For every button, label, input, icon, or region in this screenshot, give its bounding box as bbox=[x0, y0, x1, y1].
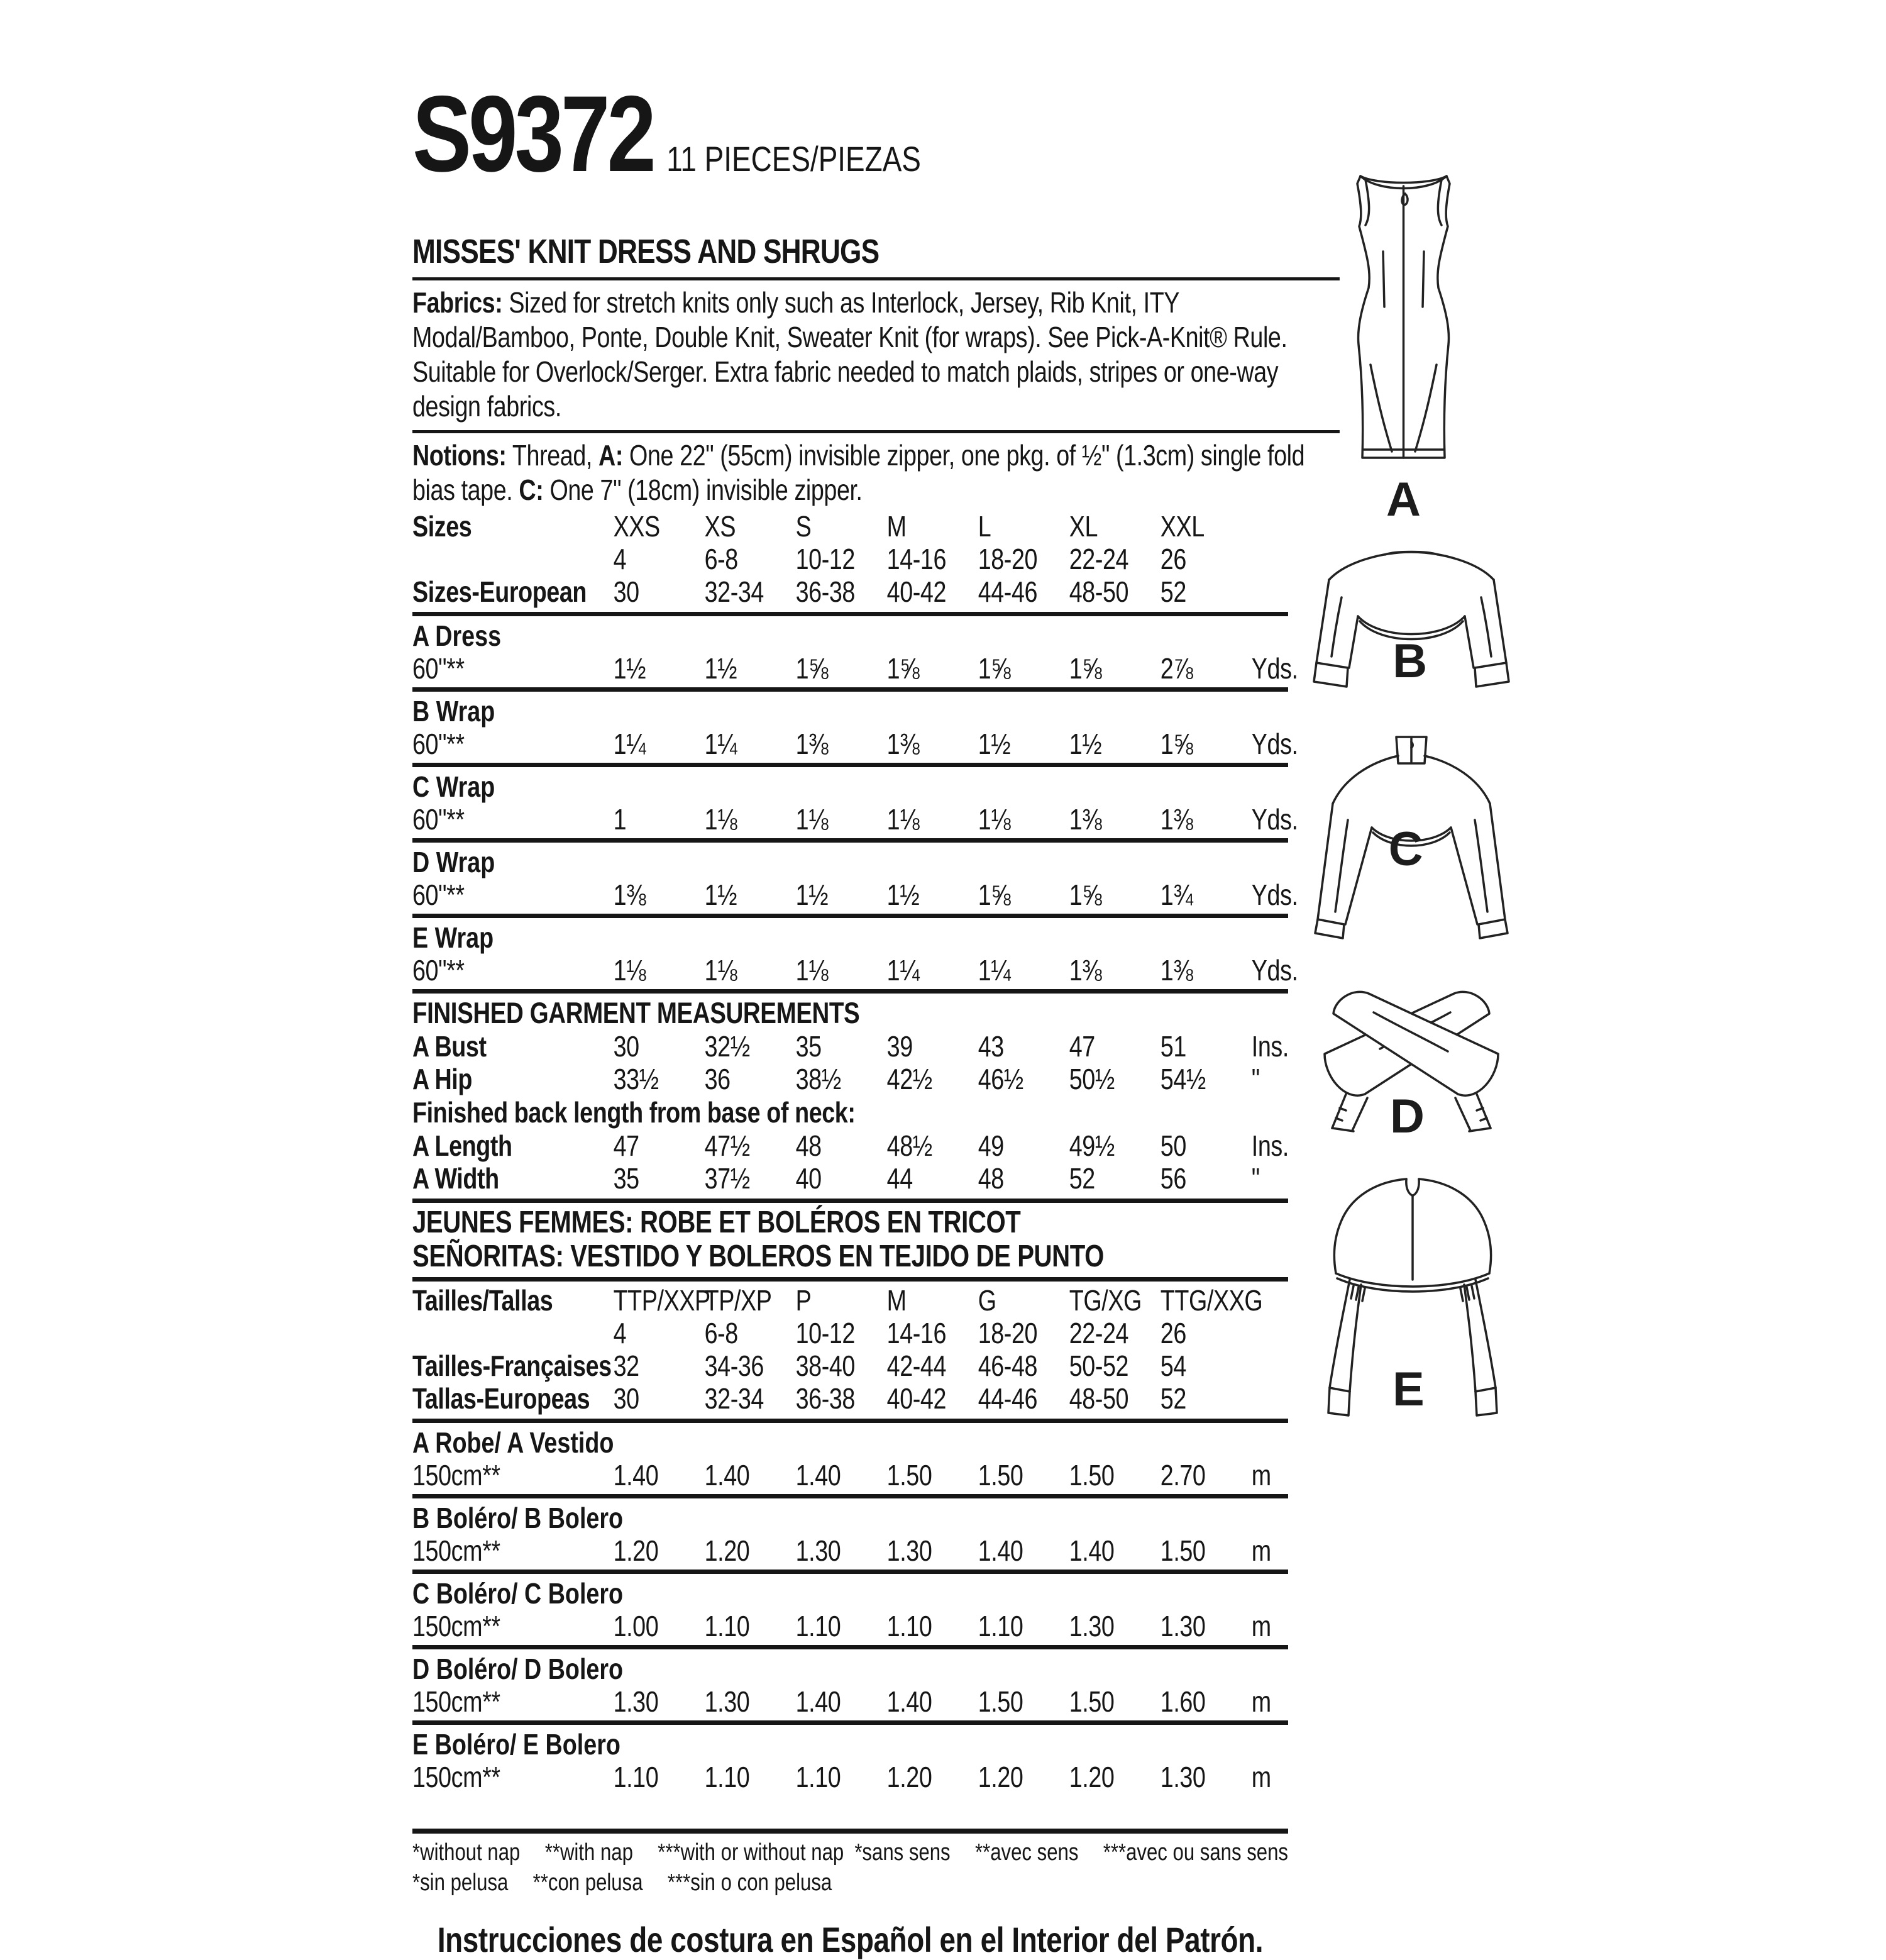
footnote: *sans sens bbox=[854, 1839, 951, 1866]
table-cell: 1.50 bbox=[1069, 1685, 1115, 1718]
table-cell: 32-34 bbox=[704, 1382, 764, 1415]
divider bbox=[412, 1829, 1288, 1834]
table-cell: 1.40 bbox=[1069, 1534, 1115, 1567]
table-cell: 36-38 bbox=[795, 575, 855, 608]
table-row bbox=[412, 575, 1288, 608]
table-cell: 37½ bbox=[704, 1162, 750, 1195]
table-cell: 1⅝ bbox=[978, 652, 1011, 685]
row-label: A Hip bbox=[412, 1063, 472, 1095]
table-cell: 49 bbox=[978, 1129, 1004, 1162]
table-cell: 1.40 bbox=[613, 1459, 659, 1492]
pattern-number: S9372 bbox=[412, 74, 653, 194]
table-cell: 54 bbox=[1160, 1349, 1186, 1382]
table-cell: 1.20 bbox=[1069, 1761, 1115, 1793]
section-heading: FINISHED GARMENT MEASUREMENTS bbox=[412, 996, 860, 1029]
view-d-sketch bbox=[1304, 973, 1518, 1143]
table-cell: L bbox=[978, 510, 991, 543]
table-cell: 46-48 bbox=[978, 1349, 1038, 1382]
table-cell: 1⅜ bbox=[1069, 803, 1102, 836]
table-cell: 1.50 bbox=[978, 1685, 1023, 1718]
table-cell: 1.30 bbox=[886, 1534, 932, 1567]
table-cell: 1⅝ bbox=[795, 652, 829, 685]
row-label: A Length bbox=[412, 1129, 512, 1162]
unit: Yds. bbox=[1251, 728, 1298, 760]
row-label: Tailles/Tallas bbox=[412, 1284, 553, 1317]
table-cell: 1.00 bbox=[613, 1610, 659, 1642]
table-cell: 1.40 bbox=[795, 1459, 841, 1492]
table-cell: 32 bbox=[613, 1349, 639, 1382]
table-cell: 1½ bbox=[978, 728, 1011, 760]
table-cell: 1⅜ bbox=[886, 728, 920, 760]
view-c-sketch bbox=[1308, 729, 1515, 940]
table-cell: 1¼ bbox=[613, 728, 646, 760]
footnotes-english bbox=[412, 1837, 844, 1868]
footnote: *without nap bbox=[412, 1839, 521, 1866]
table-cell: 1.40 bbox=[704, 1459, 750, 1492]
table-cell: 54½ bbox=[1160, 1063, 1206, 1095]
table-cell: 10-12 bbox=[795, 1317, 855, 1349]
notions-paragraph bbox=[412, 438, 1340, 507]
garment-name: C Wrap bbox=[412, 770, 495, 803]
table-cell: TTP/XXP bbox=[613, 1284, 710, 1317]
table-cell: 1.30 bbox=[1069, 1610, 1115, 1642]
view-a-sketch bbox=[1320, 163, 1487, 527]
footnotes-row-2 bbox=[412, 1868, 1288, 1898]
table-cell: 52 bbox=[1160, 1382, 1186, 1415]
table-cell: 1.40 bbox=[795, 1685, 841, 1718]
table-row bbox=[412, 543, 1288, 575]
metric-section-b-bolero bbox=[412, 1498, 1288, 1574]
fabrics-paragraph bbox=[412, 285, 1340, 424]
table-cell: 1⅜ bbox=[795, 728, 829, 760]
table-cell: 36-38 bbox=[795, 1382, 855, 1415]
metric-section-d-bolero bbox=[412, 1649, 1288, 1725]
table-cell: 30 bbox=[613, 575, 639, 608]
table-cell: 14-16 bbox=[886, 1317, 947, 1349]
table-cell: G bbox=[978, 1284, 996, 1317]
notions-view-a-label: A: bbox=[598, 439, 623, 472]
garment-name: A Robe/ A Vestido bbox=[412, 1426, 614, 1459]
fabric-width: 150cm** bbox=[412, 1534, 500, 1567]
row-label: Sizes-European bbox=[412, 575, 587, 608]
table-cell: 49½ bbox=[1069, 1129, 1115, 1162]
table-row bbox=[412, 1063, 1288, 1095]
table-cell: 1.60 bbox=[1160, 1685, 1206, 1718]
table-cell: 1¼ bbox=[886, 954, 920, 987]
table-cell: 48 bbox=[978, 1162, 1004, 1195]
fabric-width: 150cm** bbox=[412, 1685, 500, 1718]
unit: Yds. bbox=[1251, 803, 1298, 836]
unit: m bbox=[1251, 1685, 1271, 1718]
table-cell: 52 bbox=[1069, 1162, 1095, 1195]
notions-view-c-text: One 7" (18cm) invisible zipper. bbox=[543, 473, 863, 506]
table-cell: 40 bbox=[795, 1162, 822, 1195]
table-cell: 1.10 bbox=[704, 1610, 750, 1642]
table-cell: 1⅝ bbox=[1160, 728, 1193, 760]
pieces-count: 11 PIECES/PIEZAS bbox=[666, 139, 921, 179]
table-cell: 1½ bbox=[704, 878, 737, 911]
table-row bbox=[412, 1317, 1288, 1349]
table-row bbox=[412, 1349, 1288, 1382]
finished-measurements bbox=[412, 994, 1288, 1203]
table-cell: P bbox=[795, 1284, 812, 1317]
table-cell: 56 bbox=[1160, 1162, 1186, 1195]
table-cell: 1¾ bbox=[1160, 878, 1193, 911]
notions-lead: Thread, bbox=[506, 439, 599, 472]
table-cell: 1⅛ bbox=[795, 954, 829, 987]
table-cell: 38-40 bbox=[795, 1349, 855, 1382]
unit: Ins. bbox=[1251, 1030, 1289, 1063]
table-cell: 1⅛ bbox=[613, 954, 646, 987]
page-title: MISSES' KNIT DRESS AND SHRUGS bbox=[412, 233, 880, 270]
footnote: **con pelusa bbox=[532, 1869, 643, 1896]
table-cell: 30 bbox=[613, 1030, 639, 1063]
table-cell: 44-46 bbox=[978, 1382, 1038, 1415]
yardage-section-d-wrap bbox=[412, 843, 1298, 918]
table-cell: 14-16 bbox=[886, 543, 947, 575]
table-cell: 6-8 bbox=[704, 543, 738, 575]
table-cell: 1.20 bbox=[704, 1534, 750, 1567]
table-row bbox=[412, 510, 1288, 543]
yardage-section-e-wrap bbox=[412, 918, 1298, 994]
table-cell: 1.20 bbox=[613, 1534, 659, 1567]
fabric-width: 150cm** bbox=[412, 1761, 500, 1793]
notions-label: Notions: bbox=[412, 439, 507, 472]
unit: Yds. bbox=[1251, 954, 1298, 987]
table-cell: 1⅝ bbox=[886, 652, 920, 685]
table-row bbox=[412, 1534, 1288, 1567]
table-cell: 42-44 bbox=[886, 1349, 947, 1382]
row-label: A Width bbox=[412, 1162, 499, 1195]
table-cell: 18-20 bbox=[978, 1317, 1038, 1349]
view-b-label: B bbox=[1392, 634, 1428, 688]
table-cell: 36 bbox=[704, 1063, 731, 1095]
table-cell: 1.20 bbox=[886, 1761, 932, 1793]
table-cell: TG/XG bbox=[1069, 1284, 1142, 1317]
table-cell: 1.40 bbox=[886, 1685, 932, 1718]
table-cell: 1.50 bbox=[978, 1459, 1023, 1492]
table-cell: 1.30 bbox=[613, 1685, 659, 1718]
table-cell: 1.20 bbox=[978, 1761, 1023, 1793]
notions-view-c-label: C: bbox=[519, 473, 544, 506]
view-e-sketch bbox=[1311, 1166, 1515, 1431]
table-cell: TP/XP bbox=[704, 1284, 772, 1317]
table-row bbox=[412, 1685, 1288, 1718]
table-row bbox=[412, 1129, 1288, 1162]
table-row bbox=[412, 1382, 1288, 1415]
fabric-width: 150cm** bbox=[412, 1459, 500, 1492]
table-cell: S bbox=[795, 510, 812, 543]
table-row bbox=[412, 1284, 1288, 1317]
table-cell: 40-42 bbox=[886, 1382, 947, 1415]
table-row bbox=[412, 1162, 1288, 1195]
garment-name: A Dress bbox=[412, 619, 502, 652]
table-cell: XS bbox=[704, 510, 736, 543]
footnote: *sin pelusa bbox=[412, 1869, 509, 1896]
divider bbox=[412, 277, 1340, 280]
fabric-width: 60"** bbox=[412, 803, 465, 836]
table-cell: 43 bbox=[978, 1030, 1004, 1063]
yardage-section-b-wrap bbox=[412, 692, 1298, 767]
divider bbox=[412, 430, 1340, 433]
table-cell: 1⅝ bbox=[978, 878, 1011, 911]
table-cell: 39 bbox=[886, 1030, 913, 1063]
yardage-section-a-dress bbox=[412, 616, 1298, 692]
garment-name: C Boléro/ C Bolero bbox=[412, 1577, 624, 1610]
table-cell: 18-20 bbox=[978, 543, 1038, 575]
footnote: **with nap bbox=[544, 1839, 633, 1866]
unit: " bbox=[1251, 1162, 1260, 1195]
table-cell: 34-36 bbox=[704, 1349, 764, 1382]
table-cell: XL bbox=[1069, 510, 1098, 543]
table-cell: 1.30 bbox=[795, 1534, 841, 1567]
table-cell: 44 bbox=[886, 1162, 913, 1195]
table-cell: 48 bbox=[795, 1129, 822, 1162]
table-cell: 22-24 bbox=[1069, 543, 1129, 575]
table-cell: 35 bbox=[613, 1162, 639, 1195]
table-cell: 35 bbox=[795, 1030, 822, 1063]
fabric-width: 60"** bbox=[412, 728, 465, 760]
unit: m bbox=[1251, 1459, 1271, 1492]
table-cell: 26 bbox=[1160, 543, 1186, 575]
fabric-width: 60"** bbox=[412, 954, 465, 987]
table-cell: 26 bbox=[1160, 1317, 1186, 1349]
table-cell: 1.10 bbox=[978, 1610, 1023, 1642]
table-cell: 1.50 bbox=[1160, 1534, 1206, 1567]
table-cell: 1⅛ bbox=[886, 803, 920, 836]
view-b-sketch bbox=[1308, 540, 1515, 697]
table-cell: 1½ bbox=[1069, 728, 1102, 760]
fabric-width: 60"** bbox=[412, 652, 465, 685]
table-cell: 1⅛ bbox=[795, 803, 829, 836]
footnote: ***with or without nap bbox=[658, 1839, 844, 1866]
table-cell: M bbox=[886, 510, 907, 543]
row-label: Tailles-Françaises bbox=[412, 1349, 612, 1382]
table-row bbox=[412, 1761, 1288, 1793]
table-cell: 1⅝ bbox=[1069, 878, 1102, 911]
table-cell: TTG/XXG bbox=[1160, 1284, 1263, 1317]
row-label: A Bust bbox=[412, 1030, 487, 1063]
fabrics-label: Fabrics: bbox=[412, 286, 503, 319]
table-cell: 1.30 bbox=[1160, 1610, 1206, 1642]
metric-section-a-robe bbox=[412, 1423, 1288, 1498]
table-cell: 2.70 bbox=[1160, 1459, 1206, 1492]
footnotes-spanish bbox=[412, 1868, 832, 1898]
intl-headings bbox=[412, 1203, 1288, 1282]
table-cell: 1.10 bbox=[886, 1610, 932, 1642]
table-cell: 1⅜ bbox=[1160, 803, 1193, 836]
table-cell: 1.10 bbox=[613, 1761, 659, 1793]
garment-name: E Wrap bbox=[412, 921, 494, 954]
size-table bbox=[412, 507, 1288, 616]
spanish-instructions-note: Instrucciones de costura en Español en el Interior del Patrón. bbox=[437, 1920, 1264, 1959]
table-cell: 48-50 bbox=[1069, 1382, 1129, 1415]
garment-name: B Wrap bbox=[412, 695, 495, 728]
table-cell: 1⅛ bbox=[704, 954, 737, 987]
table-row bbox=[412, 1610, 1288, 1642]
table-cell: 50-52 bbox=[1069, 1349, 1129, 1382]
table-cell: 1.50 bbox=[886, 1459, 932, 1492]
table-cell: XXS bbox=[613, 510, 660, 543]
table-cell: 1½ bbox=[795, 878, 829, 911]
view-e-label: E bbox=[1392, 1362, 1425, 1416]
table-cell: 1 bbox=[613, 803, 627, 836]
table-cell: 1⅜ bbox=[1069, 954, 1102, 987]
table-cell: 47 bbox=[1069, 1030, 1095, 1063]
garment-name: D Wrap bbox=[412, 846, 495, 878]
table-cell: 1.40 bbox=[978, 1534, 1023, 1567]
table-cell: 1.30 bbox=[704, 1685, 750, 1718]
table-cell: 1.10 bbox=[795, 1610, 841, 1642]
fabrics-text: Sized for stretch knits only such as Interlock, Jersey, Rib Knit, ITY Modal/Bamboo, Ponte, Double Knit, Sweater Knit (for wraps). See Pick-A-Knit® Rule. Suitable for Overlock/Serger. Extra fabric needed to match plaids, stripes or one-way design fabrics. bbox=[412, 286, 1288, 423]
table-cell: M bbox=[886, 1284, 907, 1317]
footnotes-row-1 bbox=[412, 1837, 1288, 1868]
metric-section-c-bolero bbox=[412, 1574, 1288, 1649]
fabric-width: 60"** bbox=[412, 878, 465, 911]
table-cell: 1½ bbox=[886, 878, 920, 911]
table-cell: 48-50 bbox=[1069, 575, 1129, 608]
table-cell: 51 bbox=[1160, 1030, 1186, 1063]
metric-section-e-bolero bbox=[412, 1725, 1288, 1796]
table-row bbox=[412, 1030, 1288, 1063]
table-cell: 40-42 bbox=[886, 575, 947, 608]
table-cell: XXL bbox=[1160, 510, 1205, 543]
table-cell: 2⅞ bbox=[1160, 652, 1193, 685]
table-cell: 30 bbox=[613, 1382, 639, 1415]
footnote: **avec sens bbox=[974, 1839, 1079, 1866]
table-cell: 50½ bbox=[1069, 1063, 1115, 1095]
table-row bbox=[412, 652, 1298, 685]
garment-name: B Boléro/ B Bolero bbox=[412, 1502, 624, 1534]
french-title: JEUNES FEMMES: ROBE ET BOLÉROS EN TRICOT bbox=[412, 1205, 1021, 1239]
table-row bbox=[412, 878, 1298, 911]
table-cell: 1½ bbox=[704, 652, 737, 685]
section-subheading: Finished back length from base of neck: bbox=[412, 1096, 856, 1129]
garment-name: E Boléro/ E Bolero bbox=[412, 1728, 620, 1761]
table-cell: 48½ bbox=[886, 1129, 932, 1162]
table-cell: 1⅜ bbox=[1160, 954, 1193, 987]
table-cell: 46½ bbox=[978, 1063, 1023, 1095]
table-cell: 32-34 bbox=[704, 575, 764, 608]
table-cell: 1.30 bbox=[1160, 1761, 1206, 1793]
table-cell: 47 bbox=[613, 1129, 639, 1162]
table-cell: 38½ bbox=[795, 1063, 841, 1095]
table-row bbox=[412, 954, 1298, 987]
spanish-title: SEÑORITAS: VESTIDO Y BOLEROS EN TEJIDO DE PUNTO bbox=[412, 1239, 1104, 1273]
table-cell: 32½ bbox=[704, 1030, 750, 1063]
row-label: Sizes bbox=[412, 510, 472, 543]
table-cell: 42½ bbox=[886, 1063, 932, 1095]
table-cell: 1½ bbox=[613, 652, 646, 685]
table-cell: 4 bbox=[613, 543, 627, 575]
table-cell: 33½ bbox=[613, 1063, 659, 1095]
unit: m bbox=[1251, 1534, 1271, 1567]
footnotes-french bbox=[854, 1837, 1288, 1868]
table-row bbox=[412, 1459, 1288, 1492]
table-cell: 1¼ bbox=[704, 728, 737, 760]
unit: Yds. bbox=[1251, 652, 1298, 685]
unit: Yds. bbox=[1251, 878, 1298, 911]
title-row bbox=[412, 74, 1340, 223]
unit: " bbox=[1251, 1063, 1260, 1095]
row-label: Tallas-Europeas bbox=[412, 1382, 590, 1415]
table-cell: 1¼ bbox=[978, 954, 1011, 987]
fabric-width: 150cm** bbox=[412, 1610, 500, 1642]
table-cell: 47½ bbox=[704, 1129, 750, 1162]
dress-back-line-art bbox=[1320, 163, 1487, 468]
table-cell: 1.50 bbox=[1069, 1459, 1115, 1492]
table-cell: 1⅝ bbox=[1069, 652, 1102, 685]
table-row bbox=[412, 803, 1298, 836]
unit: m bbox=[1251, 1610, 1271, 1642]
table-cell: 10-12 bbox=[795, 543, 855, 575]
table-cell: 1.10 bbox=[704, 1761, 750, 1793]
table-cell: 1⅛ bbox=[704, 803, 737, 836]
unit: m bbox=[1251, 1761, 1271, 1793]
view-d-label: D bbox=[1390, 1089, 1425, 1143]
table-cell: 44-46 bbox=[978, 575, 1038, 608]
table-row bbox=[412, 728, 1298, 760]
unit: Ins. bbox=[1251, 1129, 1289, 1162]
footnote: ***avec ou sans sens bbox=[1103, 1839, 1288, 1866]
table-cell: 50 bbox=[1160, 1129, 1186, 1162]
table-cell: 1⅛ bbox=[978, 803, 1011, 836]
view-c-label: C bbox=[1388, 822, 1423, 877]
garment-name: D Boléro/ D Bolero bbox=[412, 1653, 624, 1685]
table-cell: 22-24 bbox=[1069, 1317, 1129, 1349]
yardage-section-c-wrap bbox=[412, 767, 1298, 843]
table-cell: 6-8 bbox=[704, 1317, 738, 1349]
footnote: ***sin o con pelusa bbox=[667, 1869, 832, 1896]
table-cell: 4 bbox=[613, 1317, 627, 1349]
view-a-label: A bbox=[1386, 473, 1421, 526]
table-cell: 52 bbox=[1160, 575, 1186, 608]
intl-size-table bbox=[412, 1282, 1288, 1423]
notions-view-a-text: One 22" (55cm) invisible zipper, one pkg. of ½" (1.3cm) single fold bias tape. bbox=[412, 439, 1305, 506]
table-cell: 1⅜ bbox=[613, 878, 646, 911]
text-column bbox=[412, 75, 1340, 1960]
table-cell: 1.10 bbox=[795, 1761, 841, 1793]
